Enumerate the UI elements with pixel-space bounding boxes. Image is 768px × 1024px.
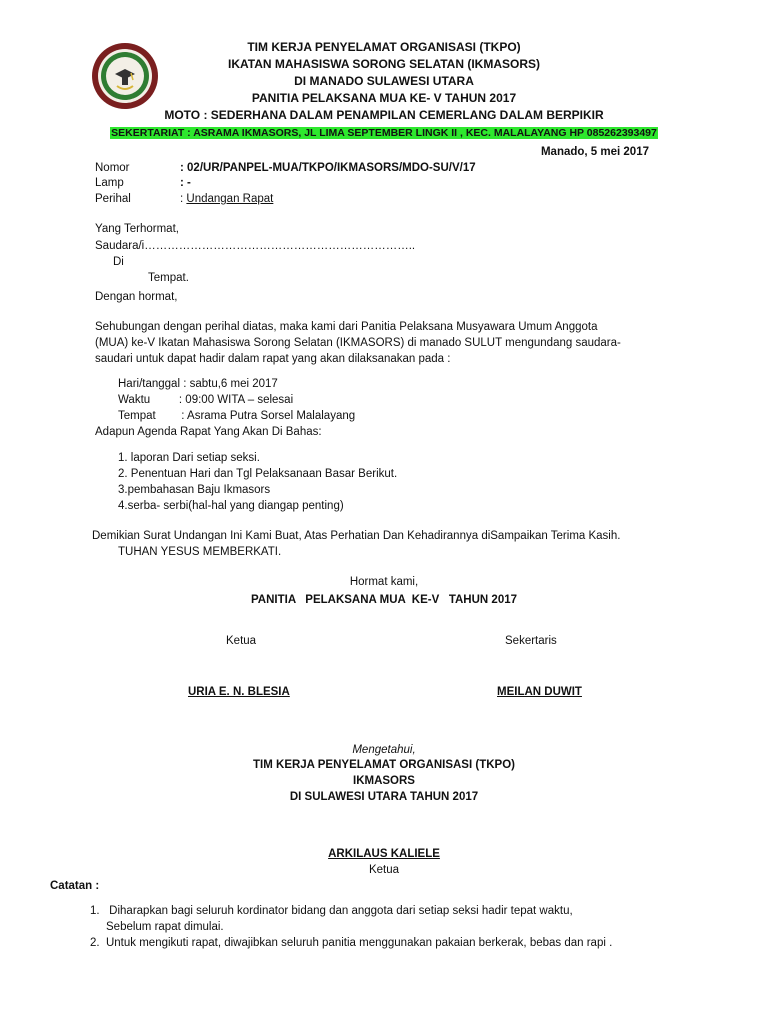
agenda-item: 1. laporan Dari setiap seksi. [118,452,260,464]
field-value-lamp: : - [180,177,191,189]
ack-title: Ketua [368,864,400,876]
closing-line: Demikian Surat Undangan Ini Kami Buat, Atas Perhatian Dan Kehadirannya diSampaikan Terima Kasih. [92,530,621,542]
header-line-1: TIM KERJA PENYELAMAT ORGANISASI (TKPO) [247,40,521,54]
ack-org-line-1: TIM KERJA PENYELAMAT ORGANISASI (TKPO) [253,759,515,771]
ack-org-line-3: DI SULAWESI UTARA TAHUN 2017 [289,791,479,803]
schedule-time: Waktu : 09:00 WITA – selesai [118,394,294,406]
schedule-place: Tempat : Asrama Putra Sorsel Malalayang [118,410,356,422]
field-value-nomor: : 02/UR/PANPEL-MUA/TKPO/IKMASORS/MDO-SU/V/17 [180,162,476,174]
field-label-lamp: Lamp [95,177,124,189]
perihal-subject: Undangan Rapat [186,193,274,205]
note-item: 2. Untuk mengikuti rapat, diwajibkan seluruh panitia menggunakan pakaian berkerak, bebas dan rapi . [90,937,613,949]
note-item-continued: Sebelum rapat dimulai. [106,921,224,933]
place-date: Manado, 5 mei 2017 [540,146,649,158]
secretariat-highlight: SEKERTARIAT : ASRAMA IKMASORS, JL LIMA SEPTEMBER LINGK II , KEC. MALALAYANG HP 085262393497 [111,127,657,139]
note-item: 1. Diharapkan bagi seluruh kordinator bidang dan anggota dari setiap seksi hadir tepat waktu, [90,905,573,917]
header-motto: MOTO : SEDERHANA DALAM PENAMPILAN CEMERLANG DALAM BERPIKIR [164,108,604,122]
acknowledged-label: Mengetahui, [352,744,416,756]
greeting: Dengan hormat, [95,291,178,303]
ack-name: ARKILAUS KALIELE [328,848,440,860]
recipient-line-3: Di [113,256,124,268]
header-line-4: PANITIA PELAKSANA MUA KE- V TAHUN 2017 [251,91,517,105]
field-label-nomor: Nomor [95,162,130,174]
chair-title: Ketua [226,635,257,647]
perihal-prefix: : [180,193,187,205]
recipient-line-4: Tempat. [148,272,189,284]
secretary-title: Sekertaris [505,635,557,647]
body-line-1: Sehubungan dengan perihal diatas, maka kami dari Panitia Pelaksana Musyawara Umum Anggota [95,321,598,333]
agenda-item: 2. Penentuan Hari dan Tgl Pelaksanaan Basar Berikut. [118,468,398,480]
field-value-perihal [180,193,273,205]
blessing-line: TUHAN YESUS MEMBERKATI. [118,546,282,558]
agenda-item: 4.serba- serbi(hal-hal yang diangap penting) [118,500,344,512]
header-line-3: DI MANADO SULAWESI UTARA [294,74,474,88]
schedule-day: Hari/tanggal : sabtu,6 mei 2017 [118,378,278,390]
body-line-3: saudari untuk dapat hadir dalam rapat yang akan dilaksanakan pada : [95,353,451,365]
committee-name: PANITIA PELAKSANA MUA KE-V TAHUN 2017 [250,594,518,606]
chair-name: URIA E. N. BLESIA [188,686,290,698]
secretary-name: MEILAN DUWIT [497,686,582,698]
regards: Hormat kami, [349,576,419,588]
ack-org-line-2: IKMASORS [353,775,415,787]
agenda-item: 3.pembahasan Baju Ikmasors [118,484,271,496]
header-line-2: IKATAN MAHASISWA SORONG SELATAN (IKMASORS) [228,57,540,71]
notes-title: Catatan : [50,880,100,892]
field-label-perihal: Perihal [95,193,131,205]
recipient-line-1: Yang Terhormat, [95,223,179,235]
body-line-2: (MUA) ke-V Ikatan Mahasiswa Sorong Selatan (IKMASORS) di manado SULUT mengundang saudara- [95,337,621,349]
agenda-title: Adapun Agenda Rapat Yang Akan Di Bahas: [95,426,322,438]
recipient-line-2: Saudara/i…………………………………………………………….. [95,240,416,252]
header-secretariat [0,125,768,139]
